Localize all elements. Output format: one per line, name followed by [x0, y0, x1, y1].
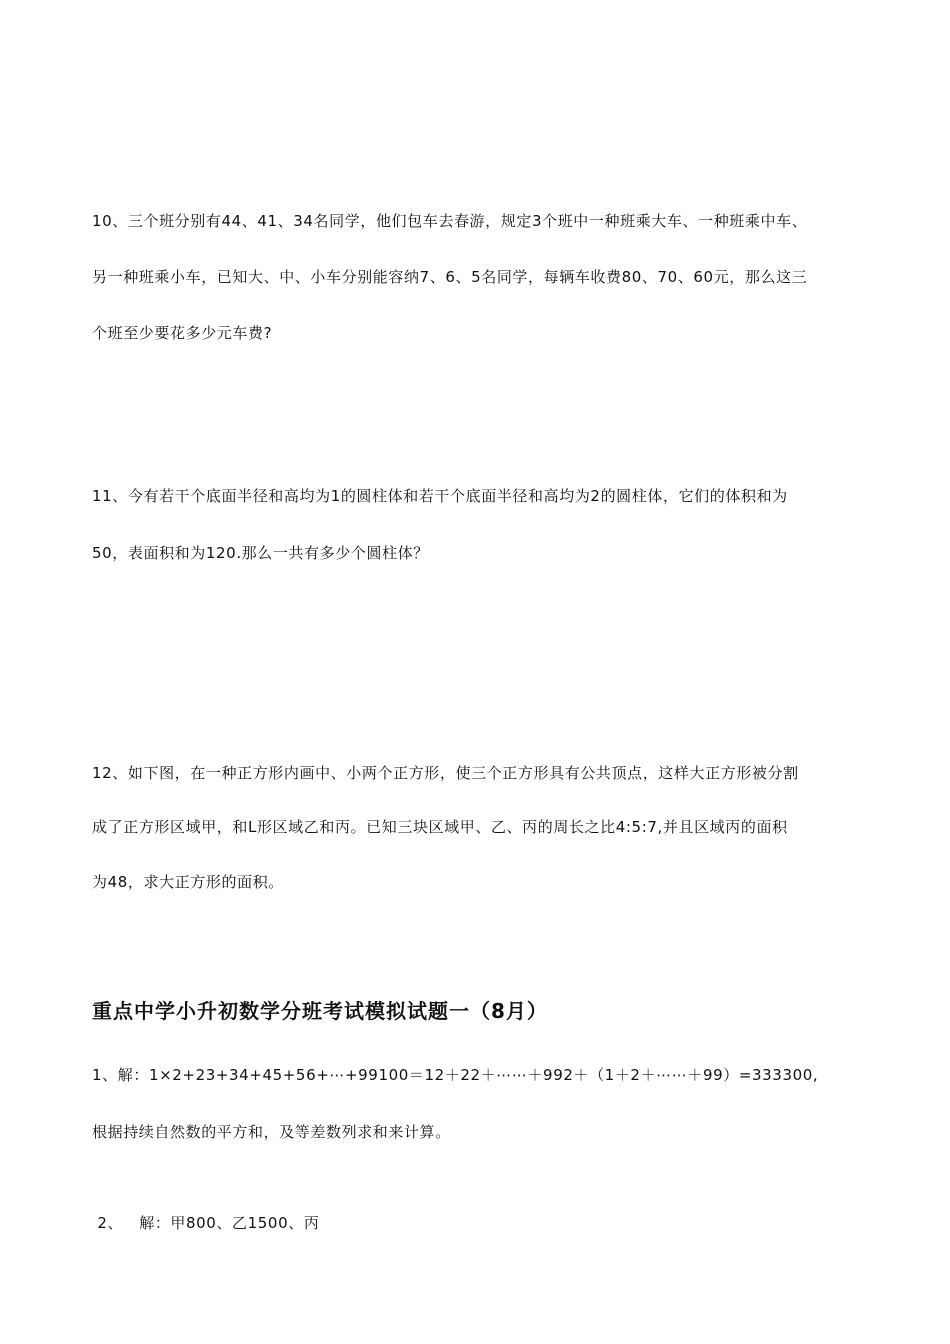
problem-11-line-1: 11、今有若干个底面半径和高均为1的圆柱体和若干个底面半径和高均为2的圆柱体，它们的体积和为: [92, 487, 788, 505]
problem-10-line-2: 另一种班乘小车，已知大、中、小车分别能容纳7、6、5名同学，每辆车收费80、70、60元，那么这三: [92, 268, 808, 286]
answer-1-line-1: 1、解：1×2+23+34+45+56+⋯+99100＝12＋22＋⋯⋯＋992＋（1＋2＋⋯⋯＋99）=333300,: [92, 1066, 819, 1084]
problem-11-line-2: 50，表面积和为120.那么一共有多少个圆柱体？: [92, 544, 429, 562]
answer-1-line-2: 根据持续自然数的平方和，及等差数列求和来计算。: [92, 1123, 451, 1141]
problem-12-line-1: 12、如下图，在一种正方形内画中、小两个正方形，使三个正方形具有公共顶点，这样大正方形被分割: [92, 764, 799, 782]
problem-12-line-3: 为48，求大正方形的面积。: [92, 873, 284, 891]
problem-10-line-3: 个班至少要花多少元车费?: [92, 324, 273, 342]
problem-10-line-1: 10、三个班分别有44、41、34名同学，他们包车去春游，规定3个班中一种班乘大车、一种班乘中车、: [92, 212, 808, 230]
answer-2-line-1: 2、 解：甲800、乙1500、丙: [92, 1214, 320, 1232]
problem-12-line-2: 成了正方形区域甲，和L形区域乙和丙。已知三块区域甲、乙、丙的周长之比4:5:7,并且区域丙的面积: [92, 818, 788, 836]
answers-title: 重点中学小升初数学分班考试模拟试题一（8月）: [92, 999, 548, 1023]
